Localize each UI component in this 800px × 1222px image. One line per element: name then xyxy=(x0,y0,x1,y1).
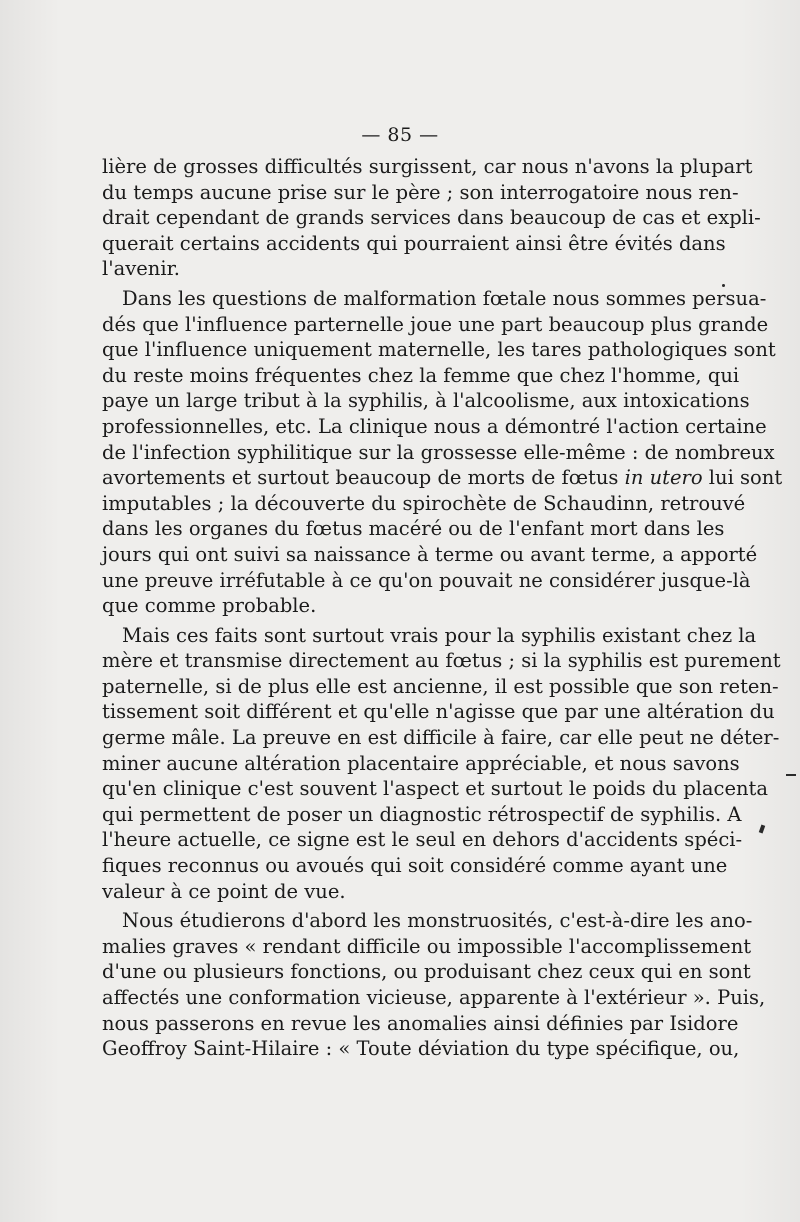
text-line: l'avenir. xyxy=(102,257,180,281)
text-line: querait certains accidents qui pourraient ainsi être évités dans xyxy=(102,231,726,255)
text-line: affectés une conformation vicieuse, apparente à l'extérieur ». Puis, xyxy=(102,986,766,1009)
paragraph xyxy=(102,286,776,619)
text-line: jours qui ont suivi sa naissance à terme ou avant terme, a apporté xyxy=(102,542,758,566)
body-text xyxy=(102,154,781,1062)
paragraph xyxy=(102,154,761,282)
paragraph xyxy=(102,623,781,905)
text-line: Mais ces faits sont surtout vrais pour la syphilis existant chez la xyxy=(122,623,757,647)
text-line: Dans les questions de malformation fœtale nous sommes persua- xyxy=(122,286,767,310)
text-line: qui permettent de poser un diagnostic rétrospectif de syphilis. A xyxy=(102,802,742,826)
italic-latin-term: in utero xyxy=(624,466,703,490)
paragraph xyxy=(102,908,766,1062)
ink-speck xyxy=(722,284,725,287)
ink-speck xyxy=(786,774,796,776)
text-line: dans les organes du fœtus macéré ou de l'enfant mort dans les xyxy=(102,517,725,541)
text-line: l'heure actuelle, ce signe est le seul en dehors d'accidents spéci- xyxy=(102,828,743,852)
text-line: nous passerons en revue les anomalies ainsi définies par Isidore xyxy=(102,1011,739,1035)
text-line: miner aucune altération placentaire appréciable, et nous savons xyxy=(102,751,740,775)
text-line: du reste moins fréquentes chez la femme que chez l'homme, qui xyxy=(102,363,740,387)
text-line: Nous étudierons d'abord les monstruosités, c'est-à-dire les ano- xyxy=(122,909,753,933)
text-line: que l'influence uniquement maternelle, les tares pathologiques sont xyxy=(102,338,776,362)
text-line: du temps aucune prise sur le père ; son interrogatoire nous ren- xyxy=(102,180,739,204)
text-line: avortements et surtout beaucoup de morts de fœtus in utero xyxy=(102,466,703,490)
text-line: d'une ou plusieurs fonctions, ou produisant chez ceux qui en sont xyxy=(102,960,751,984)
text-line: germe mâle. La preuve en est difficile à faire, car elle peut ne déter- xyxy=(102,726,780,750)
text-line: lière de grosses difficultés surgissent, car nous n'avons la plupart xyxy=(102,155,753,178)
text-line: paternelle, si de plus elle est ancienne, il est possible que son reten- xyxy=(102,674,779,698)
text-line: drait cependant de grands services dans beaucoup de cas et expli- xyxy=(102,206,761,230)
text-line: que comme probable. xyxy=(102,594,317,618)
text-line: imputables ; la découverte du spirochète de Schaudinn, retrouvé xyxy=(102,491,746,515)
text-line: fiques reconnus ou avoués qui soit considéré comme ayant une xyxy=(102,854,728,878)
text-line: qu'en clinique c'est souvent l'aspect et surtout le poids du placenta xyxy=(102,777,769,801)
text-line: professionnelles, etc. La clinique nous a démontré l'action certaine xyxy=(102,414,767,438)
page-number: — 85 — xyxy=(361,124,439,146)
text-line: Geoffroy Saint-Hilaire : « Toute déviation du type spécifique, ou, xyxy=(102,1037,740,1061)
text-line: malies graves « rendant difficile ou impossible l'accomplissement xyxy=(102,934,752,958)
text-line: de l'infection syphilitique sur la grossesse elle-même : de nombreux xyxy=(102,440,775,464)
text-line: mère et transmise directement au fœtus ; si la syphilis est purement xyxy=(102,649,781,673)
text-line: paye un large tribut à la syphilis, à l'alcoolisme, aux intoxications xyxy=(102,389,750,413)
text-line: tissement soit différent et qu'elle n'agisse que par une altération du xyxy=(102,700,775,724)
text-line: dés que l'influence parternelle joue une part beaucoup plus grande xyxy=(102,312,769,336)
text-line: valeur à ce point de vue. xyxy=(102,879,346,903)
text-line: une preuve irréfutable à ce qu'on pouvait ne considérer jusque-là xyxy=(102,568,751,592)
